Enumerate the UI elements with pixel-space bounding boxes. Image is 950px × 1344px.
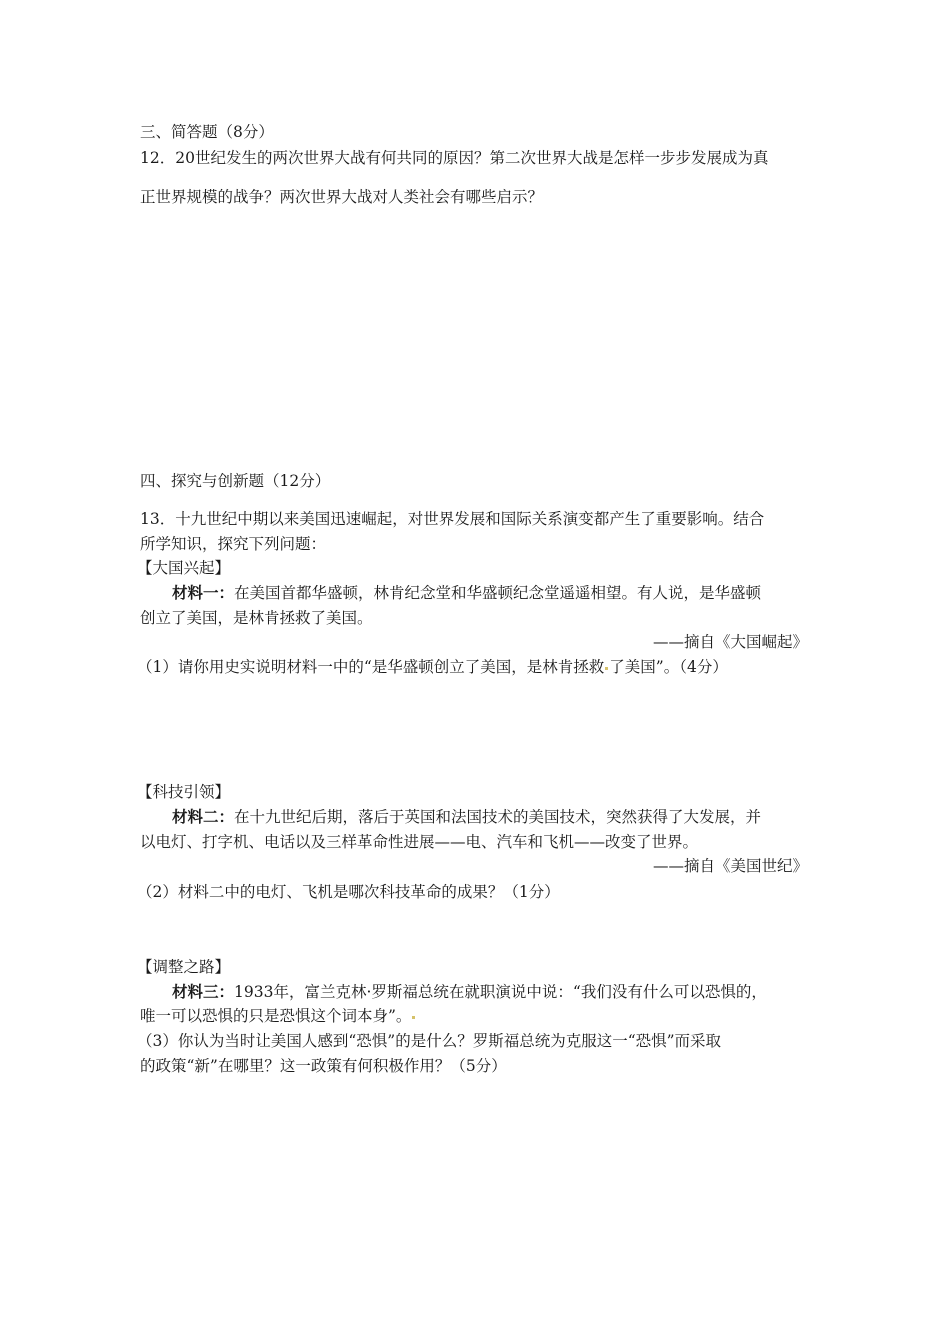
material-2-line-1 xyxy=(172,807,761,827)
part-3-title: 【调整之路】 xyxy=(137,958,231,976)
question-13-1 xyxy=(137,657,728,677)
material-2-source: ——摘自《美国世纪》 xyxy=(652,857,808,875)
mark-dot xyxy=(412,1016,415,1019)
material-1-label: 材料一： xyxy=(172,583,235,602)
material-1-text: 在美国首都华盛顿，林肯纪念堂和华盛顿纪念堂遥遥相望。有人说，是华盛顿 xyxy=(234,584,762,602)
question-13-line-1: 13．十九世纪中期以来美国迅速崛起，对世界发展和国际关系演变都产生了重要影响。结合 xyxy=(140,510,765,528)
section-3-heading: 三、简答题（8分） xyxy=(140,123,274,141)
material-3-line-2 xyxy=(140,1006,416,1026)
question-13-1-text-b: 了美国”。（4分） xyxy=(609,658,728,676)
question-13-2: （2）材料二中的电灯、飞机是哪次科技革命的成果？（1分） xyxy=(137,883,560,901)
material-3-label: 材料三： xyxy=(172,982,235,1001)
material-3-line-1 xyxy=(172,982,767,1002)
material-2-line-2: 以电灯、打字机、电话以及三样革命性进展——电、汽车和飞机——改变了世界。 xyxy=(140,833,699,851)
material-1-line-1 xyxy=(172,583,761,603)
section-4-heading: 四、探究与创新题（12分） xyxy=(140,472,331,490)
material-1-line-2: 创立了美国，是林肯拯救了美国。 xyxy=(140,609,373,627)
mark-dot xyxy=(605,667,608,670)
part-1-title: 【大国兴起】 xyxy=(137,559,231,577)
material-3-text-2: 唯一可以恐惧的只是恐惧这个词本身”。 xyxy=(140,1007,412,1025)
question-12-line-2: 正世界规模的战争？两次世界大战对人类社会有哪些启示？ xyxy=(140,188,544,206)
question-13-line-2: 所学知识，探究下列问题： xyxy=(140,535,327,553)
material-2-text: 在十九世纪后期，落后于英国和法国技术的美国技术，突然获得了大发展，并 xyxy=(234,808,762,826)
question-12-line-1: 12．20世纪发生的两次世界大战有何共同的原因？第二次世界大战是怎样一步步发展成为真 xyxy=(140,149,769,167)
material-1-source: ——摘自《大国崛起》 xyxy=(652,633,808,651)
question-13-1-text-a: （1）请你用史实说明材料一中的“是华盛顿创立了美国，是林肯拯救 xyxy=(137,658,605,676)
material-3-text: 1933年，富兰克林·罗斯福总统在就职演说中说：“我们没有什么可以恐惧的， xyxy=(234,983,767,1001)
material-2-label: 材料二： xyxy=(172,807,235,826)
question-13-3-line-1: （3）你认为当时让美国人感到“恐惧”的是什么？罗斯福总统为克服这一“恐惧”而采取 xyxy=(137,1032,722,1050)
question-13-3-line-2: 的政策“新”在哪里？这一政策有何积极作用？（5分） xyxy=(140,1057,507,1075)
part-2-title: 【科技引领】 xyxy=(137,783,231,801)
